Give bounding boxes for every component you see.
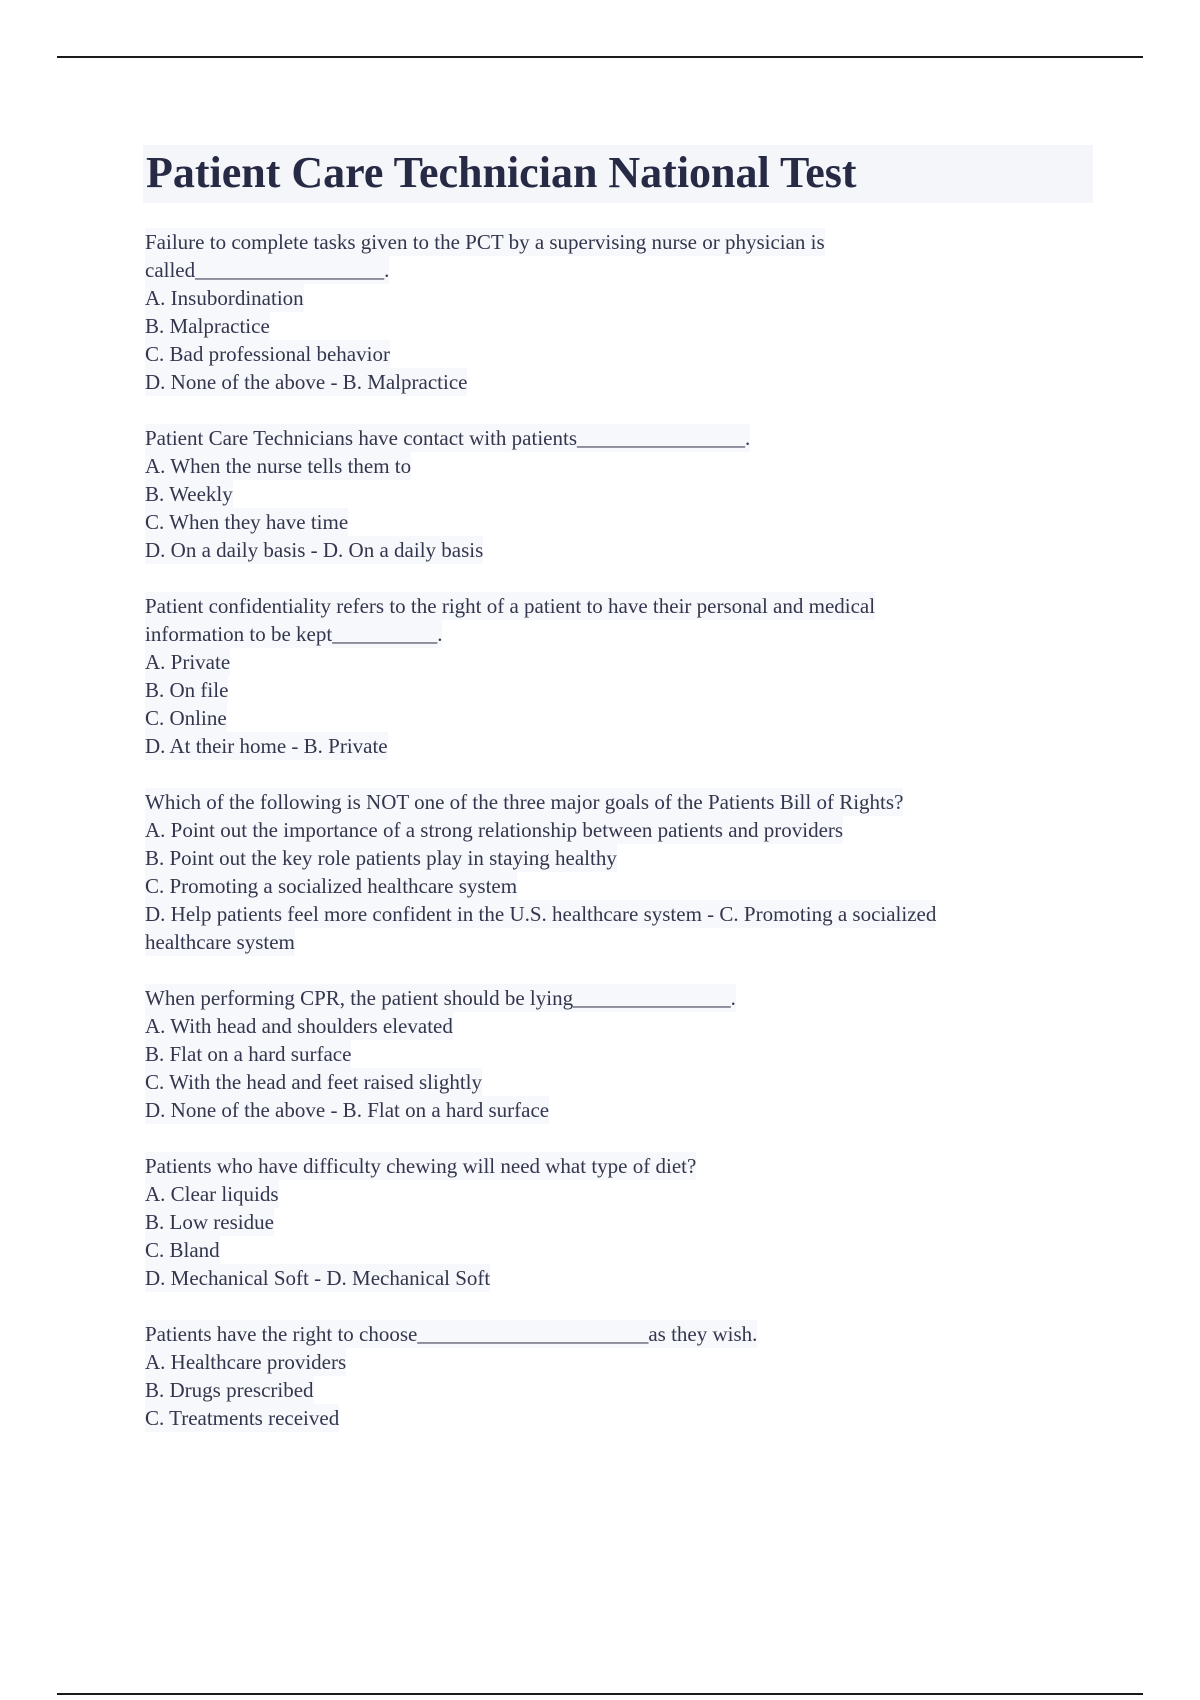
answer-option: B. Weekly — [145, 482, 233, 506]
question-text-line: When performing CPR, the patient should be lying_______________. — [145, 986, 736, 1010]
question-text-line: Patients who have difficulty chewing will need what type of diet? — [145, 1154, 697, 1178]
answer-option: C. Bad professional behavior — [145, 342, 390, 366]
answer-option: B. Low residue — [145, 1210, 274, 1234]
answer-option: C. Promoting a socialized healthcare system — [145, 874, 518, 898]
answer-option-with-key: D. Mechanical Soft - D. Mechanical Soft — [145, 1266, 491, 1290]
question-block — [145, 788, 1095, 956]
answer-option-with-key: D. Help patients feel more confident in the U.S. healthcare system - C. Promoting a socialized — [145, 902, 937, 926]
answer-option-with-key: D. None of the above - B. Flat on a hard surface — [145, 1098, 550, 1122]
question-block — [145, 228, 1095, 396]
question-block — [145, 1152, 1095, 1292]
answer-option: C. When they have time — [145, 510, 349, 534]
question-text-line: Patient confidentiality refers to the right of a patient to have their personal and medical — [145, 594, 876, 618]
question-text-line: Failure to complete tasks given to the PCT by a supervising nurse or physician is — [145, 230, 825, 254]
answer-option-with-key: D. On a daily basis - D. On a daily basis — [145, 538, 484, 562]
answer-option-with-key: D. None of the above - B. Malpractice — [145, 370, 468, 394]
answer-option: B. Malpractice — [145, 314, 270, 338]
answer-option: C. Online — [145, 706, 227, 730]
answer-option-with-key: D. At their home - B. Private — [145, 734, 388, 758]
question-text-line: Patients have the right to choose______________________as they wish. — [145, 1322, 758, 1346]
answer-option: C. Treatments received — [145, 1406, 340, 1430]
answer-option: C. With the head and feet raised slightly — [145, 1070, 483, 1094]
answer-option: B. Flat on a hard surface — [145, 1042, 352, 1066]
question-text-line: Patient Care Technicians have contact with patients________________. — [145, 426, 751, 450]
question-list — [145, 228, 1095, 1460]
question-block — [145, 424, 1095, 564]
question-text-line: information to be kept__________. — [145, 622, 443, 646]
answer-option: A. When the nurse tells them to — [145, 454, 412, 478]
answer-key-continuation: healthcare system — [145, 930, 295, 954]
answer-option: A. Insubordination — [145, 286, 304, 310]
answer-option: A. Healthcare providers — [145, 1350, 347, 1374]
footer-rule — [57, 1693, 1143, 1695]
answer-option: A. Private — [145, 650, 231, 674]
header-rule — [57, 56, 1143, 58]
answer-option: B. Drugs prescribed — [145, 1378, 314, 1402]
answer-option: A. Clear liquids — [145, 1182, 279, 1206]
question-block — [145, 592, 1095, 760]
answer-option: A. Point out the importance of a strong relationship between patients and providers — [145, 818, 844, 842]
question-block — [145, 1320, 1095, 1432]
answer-option: B. Point out the key role patients play in staying healthy — [145, 846, 617, 870]
question-text-line: Which of the following is NOT one of the three major goals of the Patients Bill of Rights? — [145, 790, 904, 814]
answer-option: A. With head and shoulders elevated — [145, 1014, 453, 1038]
answer-option: B. On file — [145, 678, 229, 702]
page-title: Patient Care Technician National Test — [146, 148, 857, 197]
question-text-line: called__________________. — [145, 258, 390, 282]
answer-option: C. Bland — [145, 1238, 220, 1262]
question-block — [145, 984, 1095, 1124]
